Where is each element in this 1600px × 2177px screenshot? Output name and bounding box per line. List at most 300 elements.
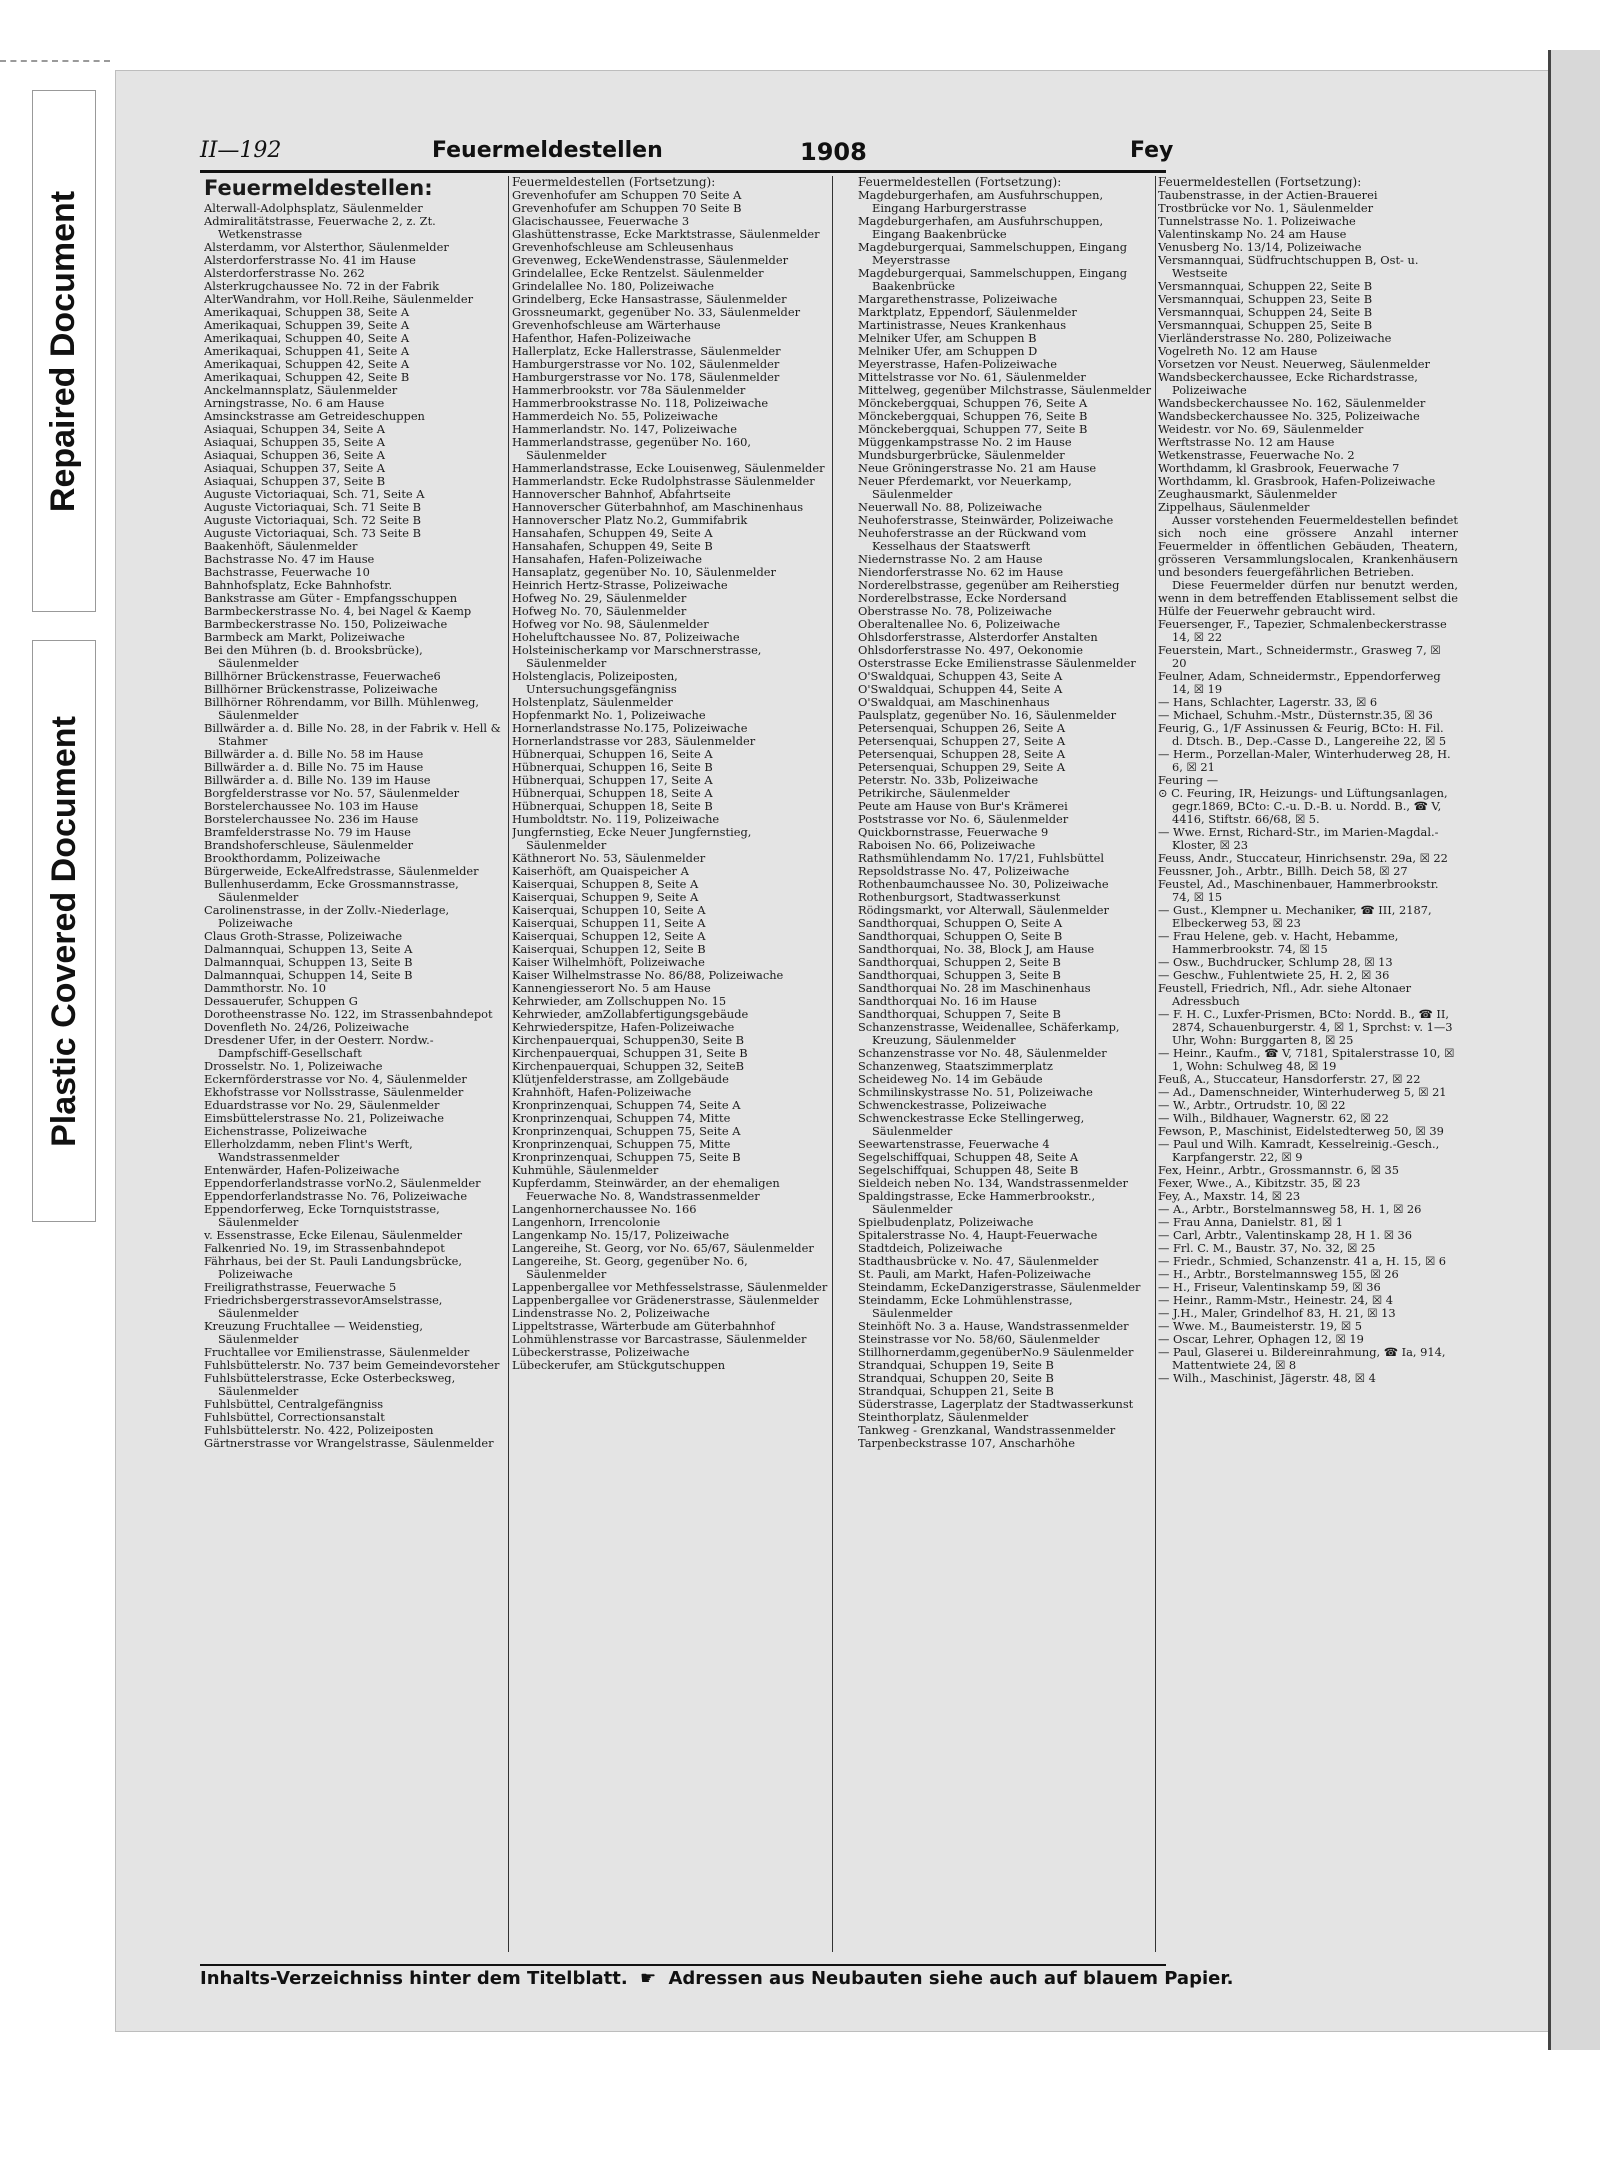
directory-entry: Eimsbüttelerstrasse No. 21, Polizeiwache (204, 1111, 444, 1125)
directory-entry: Mönckebergquai, Schuppen 76, Seite A (858, 396, 1088, 410)
directory-entry: Lübeckerstrasse, Polizeiwache (512, 1345, 690, 1359)
directory-entry: Paulsplatz, gegenüber No. 16, Säulenmelder (858, 708, 1117, 722)
directory-entry: Bei den Mühren (b. d. Brooksbrücke), Säulenmelder (204, 643, 423, 670)
directory-entry: Glacischaussee, Feuerwache 3 (512, 214, 690, 228)
directory-entry: Rothenbaumchaussee No. 30, Polizeiwache (858, 877, 1109, 891)
column-4-entries (1158, 189, 1458, 514)
directory-entry: Langenhornerchaussee No. 166 (512, 1202, 697, 1216)
directory-entry: Langereihe, St. Georg, vor No. 65/67, Säulenmelder (512, 1241, 814, 1255)
footer-index-note: Inhalts-Verzeichniss hinter dem Titelblatt. (200, 1968, 628, 1989)
footer-rule (200, 1964, 1166, 1966)
directory-entry: Hammerlandstr. No. 147, Polizeiwache (512, 422, 738, 436)
directory-entry: Gärtnerstrasse vor Wrangelstrasse, Säulenmelder (204, 1436, 494, 1450)
directory-entry: Heinrich Hertz-Strasse, Polizeiwache (512, 578, 728, 592)
directory-entry: Amerikaquai, Schuppen 42, Seite A (204, 357, 410, 371)
directory-entry: Norderelbstrasse, Ecke Nordersand (858, 591, 1067, 605)
name-entry: — Heinr., Ramm-Mstr., Heinestr. 24, ☒ 4 (1158, 1293, 1394, 1307)
directory-entry: Vierländerstrasse No. 280, Polizeiwache (1158, 331, 1392, 345)
page-year: 1908 (800, 138, 867, 166)
name-entry: — J.H., Maler, Grindelhof 83, H. 21, ☒ 13 (1158, 1306, 1396, 1320)
directory-entry: Mittelweg, gegenüber Milchstrasse, Säulenmelder (858, 383, 1152, 397)
column-2 (512, 176, 830, 1952)
directory-entry: Glashüttenstrasse, Ecke Marktstrasse, Säulenmelder (512, 227, 820, 241)
name-entry: — Hans, Schlachter, Lagerstr. 33, ☒ 6 (1158, 695, 1378, 709)
directory-entry: Hammerlandstrasse, Ecke Louisenweg, Säulenmelder (512, 461, 825, 475)
directory-entry: Versmannquai, Südfruchtschuppen B, Ost- u. Westseite (1158, 253, 1419, 280)
directory-entry: Magdeburgerhafen, am Ausfuhrschuppen, Eingang Baakenbrücke (858, 214, 1104, 241)
directory-entry: Mundsburgerbrücke, Säulenmelder (858, 448, 1065, 462)
directory-entry: Neuhoferstrasse, Steinwärder, Polizeiwache (858, 513, 1114, 527)
directory-entry: Grevenhofschleuse am Wärterhause (512, 318, 721, 332)
directory-entry: Ellerholzdamm, neben Flint's Werft, Wandstrassenmelder (204, 1137, 413, 1164)
directory-entry: Fährhaus, bei der St. Pauli Landungsbrücke, Polizeiwache (204, 1254, 462, 1281)
repaired-document-label: Repaired Document (44, 190, 83, 512)
directory-entry: Alsterkrugchaussee No. 72 in der Fabrik (204, 279, 439, 293)
directory-entry: Asiaquai, Schuppen 35, Seite A (204, 435, 386, 449)
directory-entry: Hansahafen, Schuppen 49, Seite A (512, 526, 713, 540)
directory-entry: Petersenquai, Schuppen 26, Seite A (858, 721, 1066, 735)
directory-entry: Hamburgerstrasse vor No. 102, Säulenmelder (512, 357, 780, 371)
directory-entry: Kreuzung Fruchtallee — Weidenstieg, Säulenmelder (204, 1319, 424, 1346)
directory-entry: Versmannquai, Schuppen 22, Seite B (1158, 279, 1373, 293)
directory-entry: Hübnerquai, Schuppen 18, Seite A (512, 786, 713, 800)
directory-entry: Auguste Victoriaquai, Sch. 71 Seite B (204, 500, 422, 514)
directory-entry: Kronprinzenquai, Schuppen 74, Seite A (512, 1098, 741, 1112)
name-entry: — Frau Helene, geb. v. Hacht, Hebamme, Hammerbrookstr. 74, ☒ 15 (1158, 929, 1399, 956)
directory-entry: Hübnerquai, Schuppen 16, Seite B (512, 760, 713, 774)
directory-entry: Admiralitätstrasse, Feuerwache 2, z. Zt. Wetkenstrasse (204, 214, 436, 241)
name-entry: — F. H. C., Luxfer-Prismen, BCto: Nordd. B., ☎ II, 2874, Schauenburgerstr. 4, ☒ 1, Sprchst: v. 1—3 Uhr, Wohn: Burggarten 8, ☒ 25 (1158, 1007, 1453, 1047)
column-3-title: Feuermeldestellen (Fortsetzung): (858, 176, 1062, 189)
directory-entry: Stadthausbrücke v. No. 47, Säulenmelder (858, 1254, 1099, 1268)
directory-entry: Lappenbergallee vor Methfesselstrasse, Säulenmelder (512, 1280, 828, 1294)
directory-entry: Norderelbstrasse, gegenüber am Reiherstieg (858, 578, 1120, 592)
directory-entry: Borstelerchaussee No. 103 im Hause (204, 799, 419, 813)
directory-entry: Kehrwiederspitze, Hafen-Polizeiwache (512, 1020, 735, 1034)
directory-entry: Asiaquai, Schuppen 36, Seite A (204, 448, 386, 462)
directory-entry: Melniker Ufer, am Schuppen B (858, 331, 1037, 345)
directory-entry: Alterwall-Adolphsplatz, Säulenmelder (204, 201, 423, 215)
directory-entry: Margarethenstrasse, Polizeiwache (858, 292, 1058, 306)
name-entry: — H., Arbtr., Borstelmannsweg 155, ☒ 26 (1158, 1267, 1399, 1281)
directory-entry: Langenkamp No. 15/17, Polizeiwache (512, 1228, 730, 1242)
directory-entry: Hofweg vor No. 98, Säulenmelder (512, 617, 709, 631)
name-entry: Feuß, A., Stuccateur, Hansdorferstr. 27, ☒ 22 (1158, 1072, 1421, 1086)
name-entry: — Geschw., Fuhlentwiete 25, H. 2, ☒ 36 (1158, 968, 1390, 982)
directory-entry: Schmilinskystrasse No. 51, Polizeiwache (858, 1085, 1093, 1099)
footer-blue-paper-note: Adressen aus Neubauten siehe auch auf blauem Papier. (668, 1968, 1234, 1989)
column-4 (1158, 176, 1458, 1952)
directory-entry: Borgfelderstrasse vor No. 57, Säulenmelder (204, 786, 460, 800)
directory-entry: Hallerplatz, Ecke Hallerstrasse, Säulenmelder (512, 344, 781, 358)
column-3 (858, 176, 1154, 1952)
directory-entry: Dalmannquai, Schuppen 13, Seite A (204, 942, 413, 956)
directory-entry: Magdeburgerhafen, am Ausfuhrschuppen, Eingang Harburgerstrasse (858, 188, 1104, 215)
directory-entry: Lippeltstrasse, Wärterbude am Güterbahnhof (512, 1319, 775, 1333)
directory-entry: Sandthorquai, No. 38, Block J, am Hause (858, 942, 1095, 956)
directory-entry: Eppendorferweg, Ecke Tornquiststrasse, Säulenmelder (204, 1202, 440, 1229)
directory-entry: Hopfenmarkt No. 1, Polizeiwache (512, 708, 706, 722)
directory-entry: Hannoverscher Bahnhof, Abfahrtseite (512, 487, 731, 501)
directory-entry: Hafenthor, Hafen-Polizeiwache (512, 331, 691, 345)
directory-entry: Strandquai, Schuppen 21, Seite B (858, 1384, 1054, 1398)
directory-entry: Asiaquai, Schuppen 34, Seite A (204, 422, 386, 436)
directory-entry: Hammerlandstrasse, gegenüber No. 160, Säulenmelder (512, 435, 751, 462)
directory-entry: Fruchtallee vor Emilienstrasse, Säulenmelder (204, 1345, 470, 1359)
directory-entry: Eichenstrasse, Polizeiwache (204, 1124, 367, 1138)
directory-entry: Hannoverscher Güterbahnhof, am Maschinenhaus (512, 500, 804, 514)
name-entry: Fexer, Wwe., A., Kibitzstr. 35, ☒ 23 (1158, 1176, 1361, 1190)
directory-entry: Billhörner Röhrendamm, vor Billh. Mühlenweg, Säulenmelder (204, 695, 479, 722)
directory-entry: Amsinckstrasse am Getreideschuppen (204, 409, 425, 423)
directory-entry: Wandsbeckerchaussee No. 162, Säulenmelder (1158, 396, 1426, 410)
directory-entry: Stillhornerdamm,gegenüberNo.9 Säulenmelder (858, 1345, 1134, 1359)
directory-entry: Zippelhaus, Säulenmelder (1158, 500, 1310, 514)
name-entry: Feustell, Friedrich, Nfl., Adr. siehe Altonaer Adressbuch (1158, 981, 1412, 1008)
name-entry: — Paul, Glaserei u. Bildereinrahmung, ☎ Ia, 914, Mattentwiete 24, ☒ 8 (1158, 1345, 1446, 1372)
directory-entry: Dammthorstr. No. 10 (204, 981, 326, 995)
directory-entry: Steindamm, Ecke Lohmühlenstrasse, Säulenmelder (858, 1293, 1073, 1320)
directory-entry: Ekhofstrasse vor Nollsstrasse, Säulenmelder (204, 1085, 464, 1099)
directory-entry: Billwärder a. d. Bille No. 28, in der Fabrik v. Hell & Stahmer (204, 721, 501, 748)
directory-entry: O'Swaldquai, Schuppen 44, Seite A (858, 682, 1063, 696)
directory-entry: Hübnerquai, Schuppen 17, Seite A (512, 773, 713, 787)
directory-entry: Hammerdeich No. 55, Polizeiwache (512, 409, 718, 423)
directory-entry: Strandquai, Schuppen 19, Seite B (858, 1358, 1054, 1372)
directory-entry: Scheideweg No. 14 im Gebäude (858, 1072, 1043, 1086)
column-3-entries (858, 189, 1154, 1450)
pointing-hand-icon: ☛ (640, 1968, 657, 1989)
directory-entry: Hofweg No. 29, Säulenmelder (512, 591, 687, 605)
column-separator (832, 176, 833, 1952)
directory-entry: Hofweg No. 70, Säulenmelder (512, 604, 687, 618)
directory-entry: Dessauerufer, Schuppen G (204, 994, 358, 1008)
directory-entry: Peute am Hause von Bur's Krämerei (858, 799, 1068, 813)
directory-entry: Neue Gröningerstrasse No. 21 am Hause (858, 461, 1097, 475)
directory-entry: Vogelreth No. 12 am Hause (1158, 344, 1318, 358)
directory-entry: Sandthorquai No. 28 im Maschinenhaus (858, 981, 1091, 995)
directory-entry: Steinstrasse vor No. 58/60, Säulenmelder (858, 1332, 1100, 1346)
directory-entry: AlterWandrahm, vor Holl.Reihe, Säulenmelder (204, 292, 474, 306)
name-entry: Feussner, Joh., Arbtr., Billh. Deich 58, ☒ 27 (1158, 864, 1408, 878)
directory-entry: Amerikaquai, Schuppen 41, Seite A (204, 344, 410, 358)
directory-entry: Wandsbeckerchaussee No. 325, Polizeiwache (1158, 409, 1420, 423)
directory-entry: Kronprinzenquai, Schuppen 75, Seite A (512, 1124, 741, 1138)
directory-entry: Bachstrasse No. 47 im Hause (204, 552, 375, 566)
directory-entry: Asiaquai, Schuppen 37, Seite A (204, 461, 386, 475)
directory-entry: Fuhlsbüttelerstrasse, Ecke Osterbecksweg, Säulenmelder (204, 1371, 456, 1398)
directory-entry: Müggenkampstrasse No. 2 im Hause (858, 435, 1072, 449)
directory-entry: Mönckebergquai, Schuppen 76, Seite B (858, 409, 1088, 423)
name-entry: Feuersenger, F., Tapezier, Schmalenbeckerstrasse 14, ☒ 22 (1158, 617, 1447, 644)
directory-entry: Amerikaquai, Schuppen 38, Seite A (204, 305, 410, 319)
directory-entry: Hansahafen, Hafen-Polizeiwache (512, 552, 702, 566)
directory-entry: Versmannquai, Schuppen 25, Seite B (1158, 318, 1373, 332)
directory-entry: Amerikaquai, Schuppen 39, Seite A (204, 318, 410, 332)
directory-entry: Sandthorquai, Schuppen 3, Seite B (858, 968, 1061, 982)
name-entry: — Herm., Porzellan-Maler, Winterhuderweg 28, H. 6, ☒ 21 (1158, 747, 1451, 774)
fire-alarm-note-2: Diese Feuermelder dürfen nur benutzt werden, wenn in dem betreffenden Etablissement selbst die Hülfe der Feuerwehr gebraucht wird. (1158, 578, 1458, 618)
page-number: II—192 (200, 138, 282, 163)
directory-entry: Oberstrasse No. 78, Polizeiwache (858, 604, 1052, 618)
directory-entry: Anckelmannsplatz, Säulenmelder (204, 383, 398, 397)
directory-entry: Rothenburgsort, Stadtwasserkunst (858, 890, 1061, 904)
directory-entry: Kronprinzenquai, Schuppen 74, Mitte (512, 1111, 731, 1125)
name-entry: Fewson, P., Maschinist, Eidelstedterweg 50, ☒ 39 (1158, 1124, 1444, 1138)
directory-entry: Dorotheenstrasse No. 122, im Strassenbahndepot (204, 1007, 493, 1021)
name-entry: — Heinr., Kaufm., ☎ V, 7181, Spitalerstrasse 10, ☒ 1, Wohn: Schulweg 48, ☒ 19 (1158, 1046, 1455, 1073)
directory-entry: Grindelallee No. 180, Polizeiwache (512, 279, 714, 293)
name-entry: — Wilh., Bildhauer, Wagnerstr. 62, ☒ 22 (1158, 1111, 1389, 1125)
directory-entry: Kaiserquai, Schuppen 11, Seite A (512, 916, 706, 930)
directory-entry: Grevenhofufer am Schuppen 70 Seite A (512, 188, 742, 202)
directory-entry: Kirchenpauerquai, Schuppen30, Seite B (512, 1033, 745, 1047)
directory-entry: Kaiserquai, Schuppen 12, Seite A (512, 929, 706, 943)
directory-entry: Peterstr. No. 33b, Polizeiwache (858, 773, 1039, 787)
directory-entry: Fuhlsbüttelerstr. No. 737 beim Gemeindevorsteher (204, 1358, 500, 1372)
directory-entry: Spitalerstrasse No. 4, Haupt-Feuerwache (858, 1228, 1098, 1242)
directory-entry: Osterstrasse Ecke Emilienstrasse Säulenmelder (858, 656, 1136, 670)
directory-entry: Grindelberg, Ecke Hansastrasse, Säulenmelder (512, 292, 787, 306)
directory-entry: Holstenplatz, Säulenmelder (512, 695, 673, 709)
directory-entry: Martinistrasse, Neues Krankenhaus (858, 318, 1067, 332)
column-1-entries (204, 202, 504, 1450)
directory-entry: Fuhlsbüttel, Correctionsanstalt (204, 1410, 385, 1424)
directory-entry: Marktplatz, Eppendorf, Säulenmelder (858, 305, 1077, 319)
directory-entry: Dovenfleth No. 24/26, Polizeiwache (204, 1020, 410, 1034)
directory-entry: Hansaplatz, gegenüber No. 10, Säulenmelder (512, 565, 776, 579)
directory-entry: Steindamm, EckeDanzigerstrasse, Säulenmelder (858, 1280, 1141, 1294)
directory-entry: Billwärder a. d. Bille No. 139 im Hause (204, 773, 431, 787)
directory-entry: Hammerbrookstr. vor 78a Säulenmelder (512, 383, 746, 397)
directory-entry: Lindenstrasse No. 2, Polizeiwache (512, 1306, 710, 1320)
directory-entry: O'Swaldquai, Schuppen 43, Seite A (858, 669, 1063, 683)
column-2-title: Feuermeldestellen (Fortsetzung): (512, 176, 716, 189)
directory-entry: Wandsbeckerchaussee, Ecke Richardstrasse, Polizeiwache (1158, 370, 1418, 397)
directory-entry: Billwärder a. d. Bille No. 75 im Hause (204, 760, 424, 774)
directory-entry: Barmbeck am Markt, Polizeiwache (204, 630, 405, 644)
directory-entry: Claus Groth-Strasse, Polizeiwache (204, 929, 403, 943)
name-entry: Feurig, G., 1/F Assinussen & Feurig, BCto: H. Fil. d. Dtsch. B., Dep.-Casse D., Langereihe 22, ☒ 5 (1158, 721, 1447, 748)
name-directory-entries (1158, 618, 1458, 1385)
plastic-covered-label: Plastic Covered Document (44, 715, 83, 1147)
name-entry: Feuss, Andr., Stuccateur, Hinrichsenstr. 29a, ☒ 22 (1158, 851, 1448, 865)
name-entry: Feuring — (1158, 773, 1219, 787)
directory-entry: Kaiserquai, Schuppen 8, Seite A (512, 877, 699, 891)
directory-entry: Schanzenstrasse, Weidenallee, Schäferkamp, Kreuzung, Säulenmelder (858, 1020, 1120, 1047)
directory-entry: Sandthorquai, Schuppen O, Seite A (858, 916, 1063, 930)
directory-entry: Kaiserquai, Schuppen 12, Seite B (512, 942, 706, 956)
name-entry: Fey, A., Maxstr. 14, ☒ 23 (1158, 1189, 1301, 1203)
directory-entry: Hamburgerstrasse vor No. 178, Säulenmelder (512, 370, 780, 384)
directory-entry: Kirchenpauerquai, Schuppen 32, SeiteB (512, 1059, 745, 1073)
directory-entry: Zeughausmarkt, Säulenmelder (1158, 487, 1337, 501)
directory-entry: Hansahafen, Schuppen 49, Seite B (512, 539, 713, 553)
name-entry: — Friedr., Schmied, Schanzenstr. 41 a, H. 15, ☒ 6 (1158, 1254, 1447, 1268)
directory-entry: Sandthorquai, Schuppen O, Seite B (858, 929, 1063, 943)
directory-entry: Grevenhofschleuse am Schleusenhaus (512, 240, 734, 254)
directory-entry: Hammerbrookstrasse No. 118, Polizeiwache (512, 396, 769, 410)
directory-entry: Alsterdamm, vor Alsterthor, Säulenmelder (204, 240, 449, 254)
directory-entry: Billhörner Brückenstrasse, Polizeiwache (204, 682, 438, 696)
directory-entry: Tankweg - Grenzkanal, Wandstrassenmelder (858, 1423, 1116, 1437)
directory-entry: Hoheluftchaussee No. 87, Polizeiwache (512, 630, 740, 644)
column-2-entries (512, 189, 830, 1372)
directory-entry: Auguste Victoriaquai, Sch. 71, Seite A (204, 487, 425, 501)
directory-entry: Dresdener Ufer, in der Oesterr. Nordw.-Dampfschiff-Gesellschaft (204, 1033, 434, 1060)
directory-entry: Kehrwieder, amZollabfertigungsgebäude (512, 1007, 749, 1021)
directory-entry: Segelschiffquai, Schuppen 48, Seite B (858, 1163, 1079, 1177)
directory-entry: Werftstrasse No. 12 am Hause (1158, 435, 1335, 449)
directory-entry: Hornerlandstrasse No.175, Polizeiwache (512, 721, 748, 735)
directory-entry: Tunnelstrasse No. 1. Polizeiwache (1158, 214, 1356, 228)
directory-entry: Fuhlsbüttelerstr. No. 422, Polizeiposten (204, 1423, 434, 1437)
directory-entry: Lübeckerufer, am Stückgutschuppen (512, 1358, 726, 1372)
directory-entry: Rathsmühlendamm No. 17/21, Fuhlsbüttel (858, 851, 1105, 865)
column-separator (508, 176, 509, 1952)
name-entry: Feulner, Adam, Schneidermstr., Eppendorferweg 14, ☒ 19 (1158, 669, 1441, 696)
directory-entry: Hammerlandstr. Ecke Rudolphstrasse Säulenmelder (512, 474, 815, 488)
directory-entry: Borstelerchaussee No. 236 im Hause (204, 812, 419, 826)
directory-entry: Langereihe, St. Georg, gegenüber No. 6, Säulenmelder (512, 1254, 748, 1281)
directory-entry: O'Swaldquai, am Maschinenhaus (858, 695, 1050, 709)
directory-entry: Kaiser Wilhelmstrasse No. 86/88, Polizeiwache (512, 968, 784, 982)
directory-entry: FriedrichsbergerstrassevorAmselstrasse, Säulenmelder (204, 1293, 443, 1320)
directory-entry: Alsterdorferstrasse No. 262 (204, 266, 365, 280)
directory-entry: Kaiserhöft, am Quaispeicher A (512, 864, 689, 878)
directory-entry: Schwenckestrasse Ecke Stellingerweg, Säulenmelder (858, 1111, 1085, 1138)
directory-entry: Hübnerquai, Schuppen 18, Seite B (512, 799, 713, 813)
directory-entry: Grevenhofufer am Schuppen 70 Seite B (512, 201, 742, 215)
directory-entry: Dalmannquai, Schuppen 13, Seite B (204, 955, 413, 969)
directory-entry: Hornerlandstrasse vor 283, Säulenmelder (512, 734, 756, 748)
directory-entry: v. Essenstrasse, Ecke Eilenau, Säulenmelder (204, 1228, 463, 1242)
directory-entry: Sandthorquai No. 16 im Hause (858, 994, 1037, 1008)
directory-entry: Steinhöft No. 3 a. Hause, Wandstrassenmelder (858, 1319, 1129, 1333)
name-entry: — Oscar, Lehrer, Ophagen 12, ☒ 19 (1158, 1332, 1364, 1346)
directory-entry: Asiaquai, Schuppen 37, Seite B (204, 474, 386, 488)
header-rule (200, 170, 1166, 173)
directory-entry: Arningstrasse, No. 6 am Hause (204, 396, 385, 410)
directory-entry: Niedernstrasse No. 2 am Hause (858, 552, 1043, 566)
directory-entry: Melniker Ufer, am Schuppen D (858, 344, 1038, 358)
directory-entry: Amerikaquai, Schuppen 40, Seite A (204, 331, 410, 345)
directory-entry: Entenwärder, Hafen-Polizeiwache (204, 1163, 400, 1177)
name-entry: — Paul und Wilh. Kamradt, Kesselreinig.-Gesch., Karpfangerstr. 22, ☒ 9 (1158, 1137, 1440, 1164)
directory-entry: Oberaltenallee No. 6, Polizeiwache (858, 617, 1061, 631)
directory-entry: Bankstrasse am Güter - Empfangsschuppen (204, 591, 458, 605)
directory-entry: Lohmühlenstrasse vor Barcastrasse, Säulenmelder (512, 1332, 807, 1346)
page-title: Feuermeldestellen (432, 138, 663, 163)
directory-entry: Barmbeckerstrasse No. 150, Polizeiwache (204, 617, 448, 631)
directory-entry: Mönckebergquai, Schuppen 77, Seite B (858, 422, 1088, 436)
directory-entry: Neuer Pferdemarkt, vor Neuerkamp, Säulenmelder (858, 474, 1072, 501)
directory-entry: Tarpenbeckstrasse 107, Anscharhöhe (858, 1436, 1075, 1450)
directory-entry: Billhörner Brückenstrasse, Feuerwache6 (204, 669, 441, 683)
directory-entry: Grossneumarkt, gegenüber No. 33, Säulenmelder (512, 305, 801, 319)
directory-entry: Sandthorquai, Schuppen 2, Seite B (858, 955, 1061, 969)
directory-entry: Amerikaquai, Schuppen 42, Seite B (204, 370, 410, 384)
directory-entry: Bramfelderstrasse No. 79 im Hause (204, 825, 411, 839)
directory-entry: Grevenweg, EckeWendenstrasse, Säulenmelder (512, 253, 789, 267)
directory-entry: Kronprinzenquai, Schuppen 75, Seite B (512, 1150, 741, 1164)
directory-entry: Carolinenstrasse, in der Zollv.-Niederlage, Polizeiwache (204, 903, 450, 930)
directory-entry: Bullenhuserdamm, Ecke Grossmannstrasse, Säulenmelder (204, 877, 459, 904)
directory-entry: Barmbeckerstrasse No. 4, bei Nagel & Kaemp (204, 604, 472, 618)
page-header (200, 138, 1174, 172)
name-entry: — Wwe. Ernst, Richard-Str., im Marien-Magdal.-Kloster, ☒ 23 (1158, 825, 1439, 852)
directory-entry: Segelschiffquai, Schuppen 48, Seite A (858, 1150, 1079, 1164)
directory-entry: Seewartenstrasse, Feuerwache 4 (858, 1137, 1050, 1151)
name-entry: — Frau Anna, Danielstr. 81, ☒ 1 (1158, 1215, 1343, 1229)
name-entry: — Wilh., Maschinist, Jägerstr. 48, ☒ 4 (1158, 1371, 1376, 1385)
directory-entry: Rödingsmarkt, vor Alterwall, Säulenmelder (858, 903, 1109, 917)
name-entry: — A., Arbtr., Borstelmannsweg 58, H. 1, ☒ 26 (1158, 1202, 1422, 1216)
name-entry: — Gust., Klempner u. Mechaniker, ☎ III, 2187, Elbeckerweg 53, ☒ 23 (1158, 903, 1432, 930)
name-entry: — Frl. C. M., Baustr. 37, No. 32, ☒ 25 (1158, 1241, 1376, 1255)
directory-entry: Kannengiesserort No. 5 am Hause (512, 981, 711, 995)
directory-entry: Hannoverscher Platz No.2, Gummifabrik (512, 513, 748, 527)
directory-entry: Valentinskamp No. 24 am Hause (1158, 227, 1347, 241)
directory-entry: Magdeburgerquai, Sammelschuppen, Eingang Baakenbrücke (858, 266, 1128, 293)
scan-dash-line (0, 60, 110, 62)
directory-entry: Taubenstrasse, in der Actien-Brauerei (1158, 188, 1378, 202)
directory-entry: Weidestr. vor No. 69, Säulenmelder (1158, 422, 1364, 436)
column-1 (204, 176, 504, 1952)
directory-entry: Repsoldstrasse No. 47, Polizeiwache (858, 864, 1070, 878)
directory-entry: Eduardstrasse vor No. 29, Säulenmelder (204, 1098, 440, 1112)
directory-entry: Drosselstr. No. 1, Polizeiwache (204, 1059, 383, 1073)
directory-entry: Kehrwieder, am Zollschuppen No. 15 (512, 994, 727, 1008)
name-entry: ⊙ C. Feuring, IR, Heizungs- und Lüftungsanlagen, gegr.1869, BCto: C.-u. D.-B. u. Nordd. B., ☎ V, 4416, Stiftstr. 66/68, ☒ 5. (1158, 786, 1448, 826)
directory-entry: Eppendorferlandstrasse No. 76, Polizeiwache (204, 1189, 468, 1203)
name-entry: Fex, Heinr., Arbtr., Grossmannstr. 6, ☒ 35 (1158, 1163, 1400, 1177)
directory-entry: Versmannquai, Schuppen 24, Seite B (1158, 305, 1373, 319)
directory-entry: Humboldtstr. No. 119, Polizeiwache (512, 812, 720, 826)
directory-entry: Billwärder a. d. Bille No. 58 im Hause (204, 747, 424, 761)
directory-entry: Kaiserquai, Schuppen 9, Seite A (512, 890, 699, 904)
name-entry: — Carl, Arbtr., Valentinskamp 28, H 1. ☒ 36 (1158, 1228, 1413, 1242)
name-entry: — Ad., Damenschneider, Winterhuderweg 5, ☒ 21 (1158, 1085, 1447, 1099)
directory-entry: Auguste Victoriaquai, Sch. 73 Seite B (204, 526, 422, 540)
directory-entry: Süderstrasse, Lagerplatz der Stadtwasserkunst (858, 1397, 1134, 1411)
directory-entry: Alsterdorferstrasse No. 41 im Hause (204, 253, 416, 267)
directory-entry: Spielbudenplatz, Polizeiwache (858, 1215, 1034, 1229)
directory-entry: Freiligrathstrasse, Feuerwache 5 (204, 1280, 397, 1294)
directory-entry: Worthdamm, kl. Grasbrook, Hafen-Polizeiwache (1158, 474, 1436, 488)
plastic-covered-tab (32, 640, 96, 1222)
directory-entry: Strandquai, Schuppen 20, Seite B (858, 1371, 1054, 1385)
directory-entry: Kaiser Wilhelmhöft, Polizeiwache (512, 955, 705, 969)
directory-entry: Auguste Victoriaquai, Sch. 72 Seite B (204, 513, 422, 527)
directory-entry: Steinthorplatz, Säulenmelder (858, 1410, 1029, 1424)
directory-entry: St. Pauli, am Markt, Hafen-Polizeiwache (858, 1267, 1091, 1281)
name-entry: Feustel, Ad., Maschinenbauer, Hammerbrookstr. 74, ☒ 15 (1158, 877, 1439, 904)
directory-entry: Brandshoferschleuse, Säulenmelder (204, 838, 414, 852)
directory-entry: Hübnerquai, Schuppen 16, Seite A (512, 747, 713, 761)
directory-entry: Petersenquai, Schuppen 27, Seite A (858, 734, 1066, 748)
directory-entry: Sandthorquai, Schuppen 7, Seite B (858, 1007, 1061, 1021)
directory-entry: Petrikirche, Säulenmelder (858, 786, 1010, 800)
directory-entry: Raboisen No. 66, Polizeiwache (858, 838, 1036, 852)
name-entry: — W., Arbtr., Ortrudstr. 10, ☒ 22 (1158, 1098, 1346, 1112)
directory-entry: Trostbrücke vor No. 1, Säulenmelder (1158, 201, 1374, 215)
column-1-title: Feuermeldestellen: (204, 176, 433, 200)
directory-entry: Wetkenstrasse, Feuerwache No. 2 (1158, 448, 1355, 462)
directory-entry: Eckernförderstrasse vor No. 4, Säulenmelder (204, 1072, 467, 1086)
directory-entry: Kuhmühle, Säulenmelder (512, 1163, 659, 1177)
fire-alarm-note-1: Ausser vorstehenden Feuermeldestellen befindet sich noch eine grössere Anzahl interner Feuermelder in öffentlichen Gebäuden, Theatern, grösseren Versammlungslocalen, Krankenhäusern und besonders feuergefährlichen Betrieben. (1158, 513, 1458, 579)
